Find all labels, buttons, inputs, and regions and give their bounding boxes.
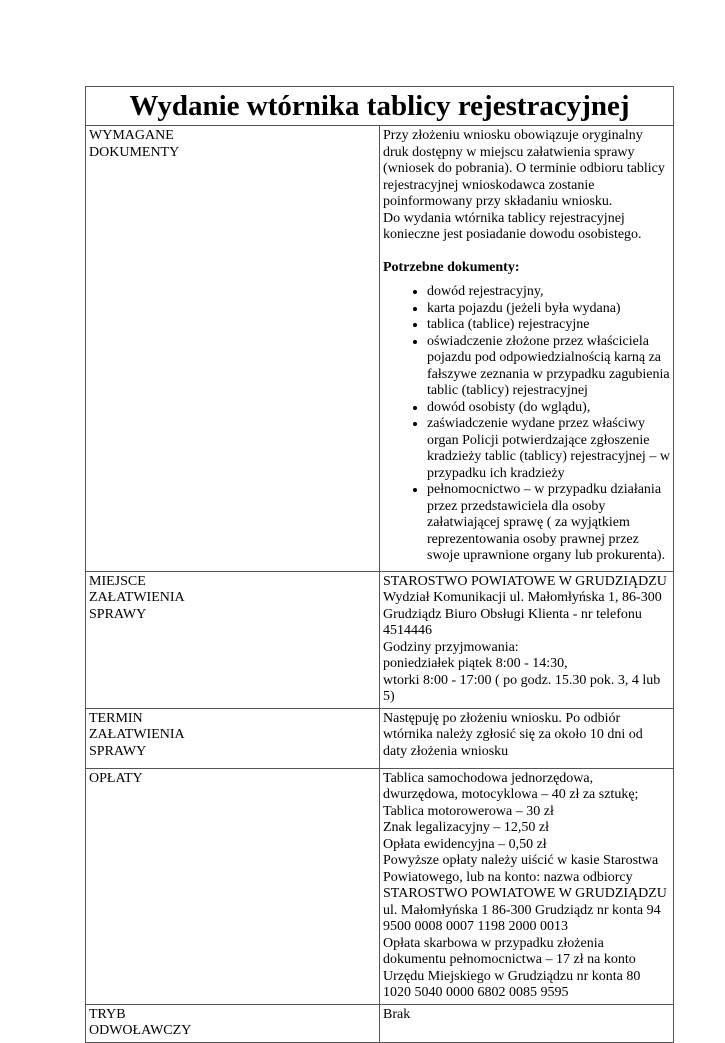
list-item: • oświadczenie złożone przez właściciela pojazdu pod odpowiedzialnością karną za fałszywe zeznania w przypadku zagubienia tablic (tablicy) rejestracyjnej — [427, 334, 670, 400]
office-address: STAROSTWO POWIATOWE W GRUDZIĄDZU Wydział Komunikacji ul. Małomłyńska 1, 86-300 Grudziądz Biuro Obsługi Klienta - nr telefonu 4514446 — [383, 573, 667, 638]
intro-paragraph-2: Do wydania wtórnika tablicy rejestracyjnej konieczne jest posiadanie dowodu osobistego. — [383, 210, 642, 242]
list-item: • dowód osobisty (do wglądu), — [427, 400, 670, 417]
label-line: ZAŁATWIENIA — [89, 590, 185, 605]
info-table — [85, 86, 674, 1043]
label-line: WYMAGANE — [89, 128, 174, 143]
content-appeal: Brak — [380, 1004, 674, 1042]
label-line: SPRAWY — [89, 606, 147, 622]
content-fees — [380, 768, 674, 1004]
row-fees — [86, 768, 674, 1004]
hours-line: poniedziałek piątek 8:00 - 14:30, — [383, 656, 568, 671]
label-line: ZAŁATWIENIA — [89, 727, 185, 742]
content-place — [380, 571, 674, 708]
label-fees — [86, 768, 380, 1004]
label-line: TRYB — [89, 1006, 126, 1022]
content-deadline: Następuję po złożeniu wniosku. Po odbiór wtórnika należy zgłosić się za około 10 dni od daty złożenia wniosku — [380, 708, 674, 768]
label-appeal — [86, 1004, 380, 1042]
documents-list — [383, 284, 670, 565]
list-item: • zaświadczenie wydane przez właściwy organ Policji potwierdzające zgłoszenie kradzieży tablic (tablicy) rejestracyjnej – w przypadku ich kradzieży — [427, 416, 670, 482]
row-appeal — [86, 1004, 674, 1042]
document-title: Wydanie wtórnika tablicy rejestracyjnej — [86, 87, 674, 126]
row-deadline — [86, 708, 674, 768]
fee-line: Opłata ewidencyjna – 0,50 zł — [383, 836, 547, 852]
label-deadline — [86, 708, 380, 768]
label-place — [86, 571, 380, 708]
hours-line: wtorki 8:00 - 17:00 ( po godz. 15.30 pok. 3, 4 lub 5) — [383, 672, 661, 704]
fee-line: Znak legalizacyjny – 12,50 zł — [383, 820, 549, 835]
label-required-documents — [86, 126, 380, 572]
label-line: ODWOŁAWCZY — [89, 1023, 192, 1038]
label-line: SPRAWY — [89, 743, 147, 759]
fee-line: Tablica motorowerowa – 30 zł — [383, 803, 554, 819]
label-line: DOKUMENTY — [89, 144, 180, 160]
title-row — [86, 87, 674, 126]
list-item: • pełnomocnictwo – w przypadku działania przez przedstawiciela dla osoby załatwiającej sprawę ( za wyjątkiem reprezentowania osoby prawnej przez swoje uprawnione organy lub prokurenta). — [427, 482, 670, 565]
list-item: • tablica (tablice) rejestracyjne — [427, 317, 670, 334]
hours-heading: Godziny przyjmowania: — [383, 639, 519, 655]
intro-paragraph: Przy złożeniu wniosku obowiązuje oryginalny druk dostępny w miejscu załatwienia sprawy (wniosek do pobrania). O terminie odbioru tablicy rejestracyjnej wnioskodawca zostanie poinformowany przy składaniu wniosku. — [383, 128, 665, 209]
label-line: MIEJSCE — [89, 573, 146, 589]
list-item: • dowód rejestracyjny, — [427, 284, 670, 301]
payment-info: Powyższe opłaty należy uiścić w kasie Starostwa Powiatowego, lub na konto: nazwa odbiorcy STAROSTWO POWIATOWE W GRUDZIĄDZU ul. Małomłyńska 1 86-300 Grudziądz nr konta 94 9500 0008 0007 1198 2000 0013 — [383, 853, 667, 934]
row-required-documents — [86, 126, 674, 572]
content-required-documents — [380, 126, 674, 572]
documents-list-heading: Potrzebne dokumenty: — [383, 259, 520, 275]
label-line: TERMIN — [89, 710, 143, 726]
stamp-duty-info: Opłata skarbowa w przypadku złożenia dokumentu pełnomocnictwa – 17 zł na konto Urzędu Miejskiego w Grudziądzu nr konta 80 1020 5040 0000 6802 0085 9595 — [383, 935, 641, 1000]
list-item: • karta pojazdu (jeżeli była wydana) — [427, 301, 670, 318]
row-place — [86, 571, 674, 708]
label-line: OPŁATY — [89, 770, 143, 786]
fee-line: Tablica samochodowa jednorzędowa, dwurzędowa, motocyklowa – 40 zł za sztukę; — [383, 770, 639, 802]
